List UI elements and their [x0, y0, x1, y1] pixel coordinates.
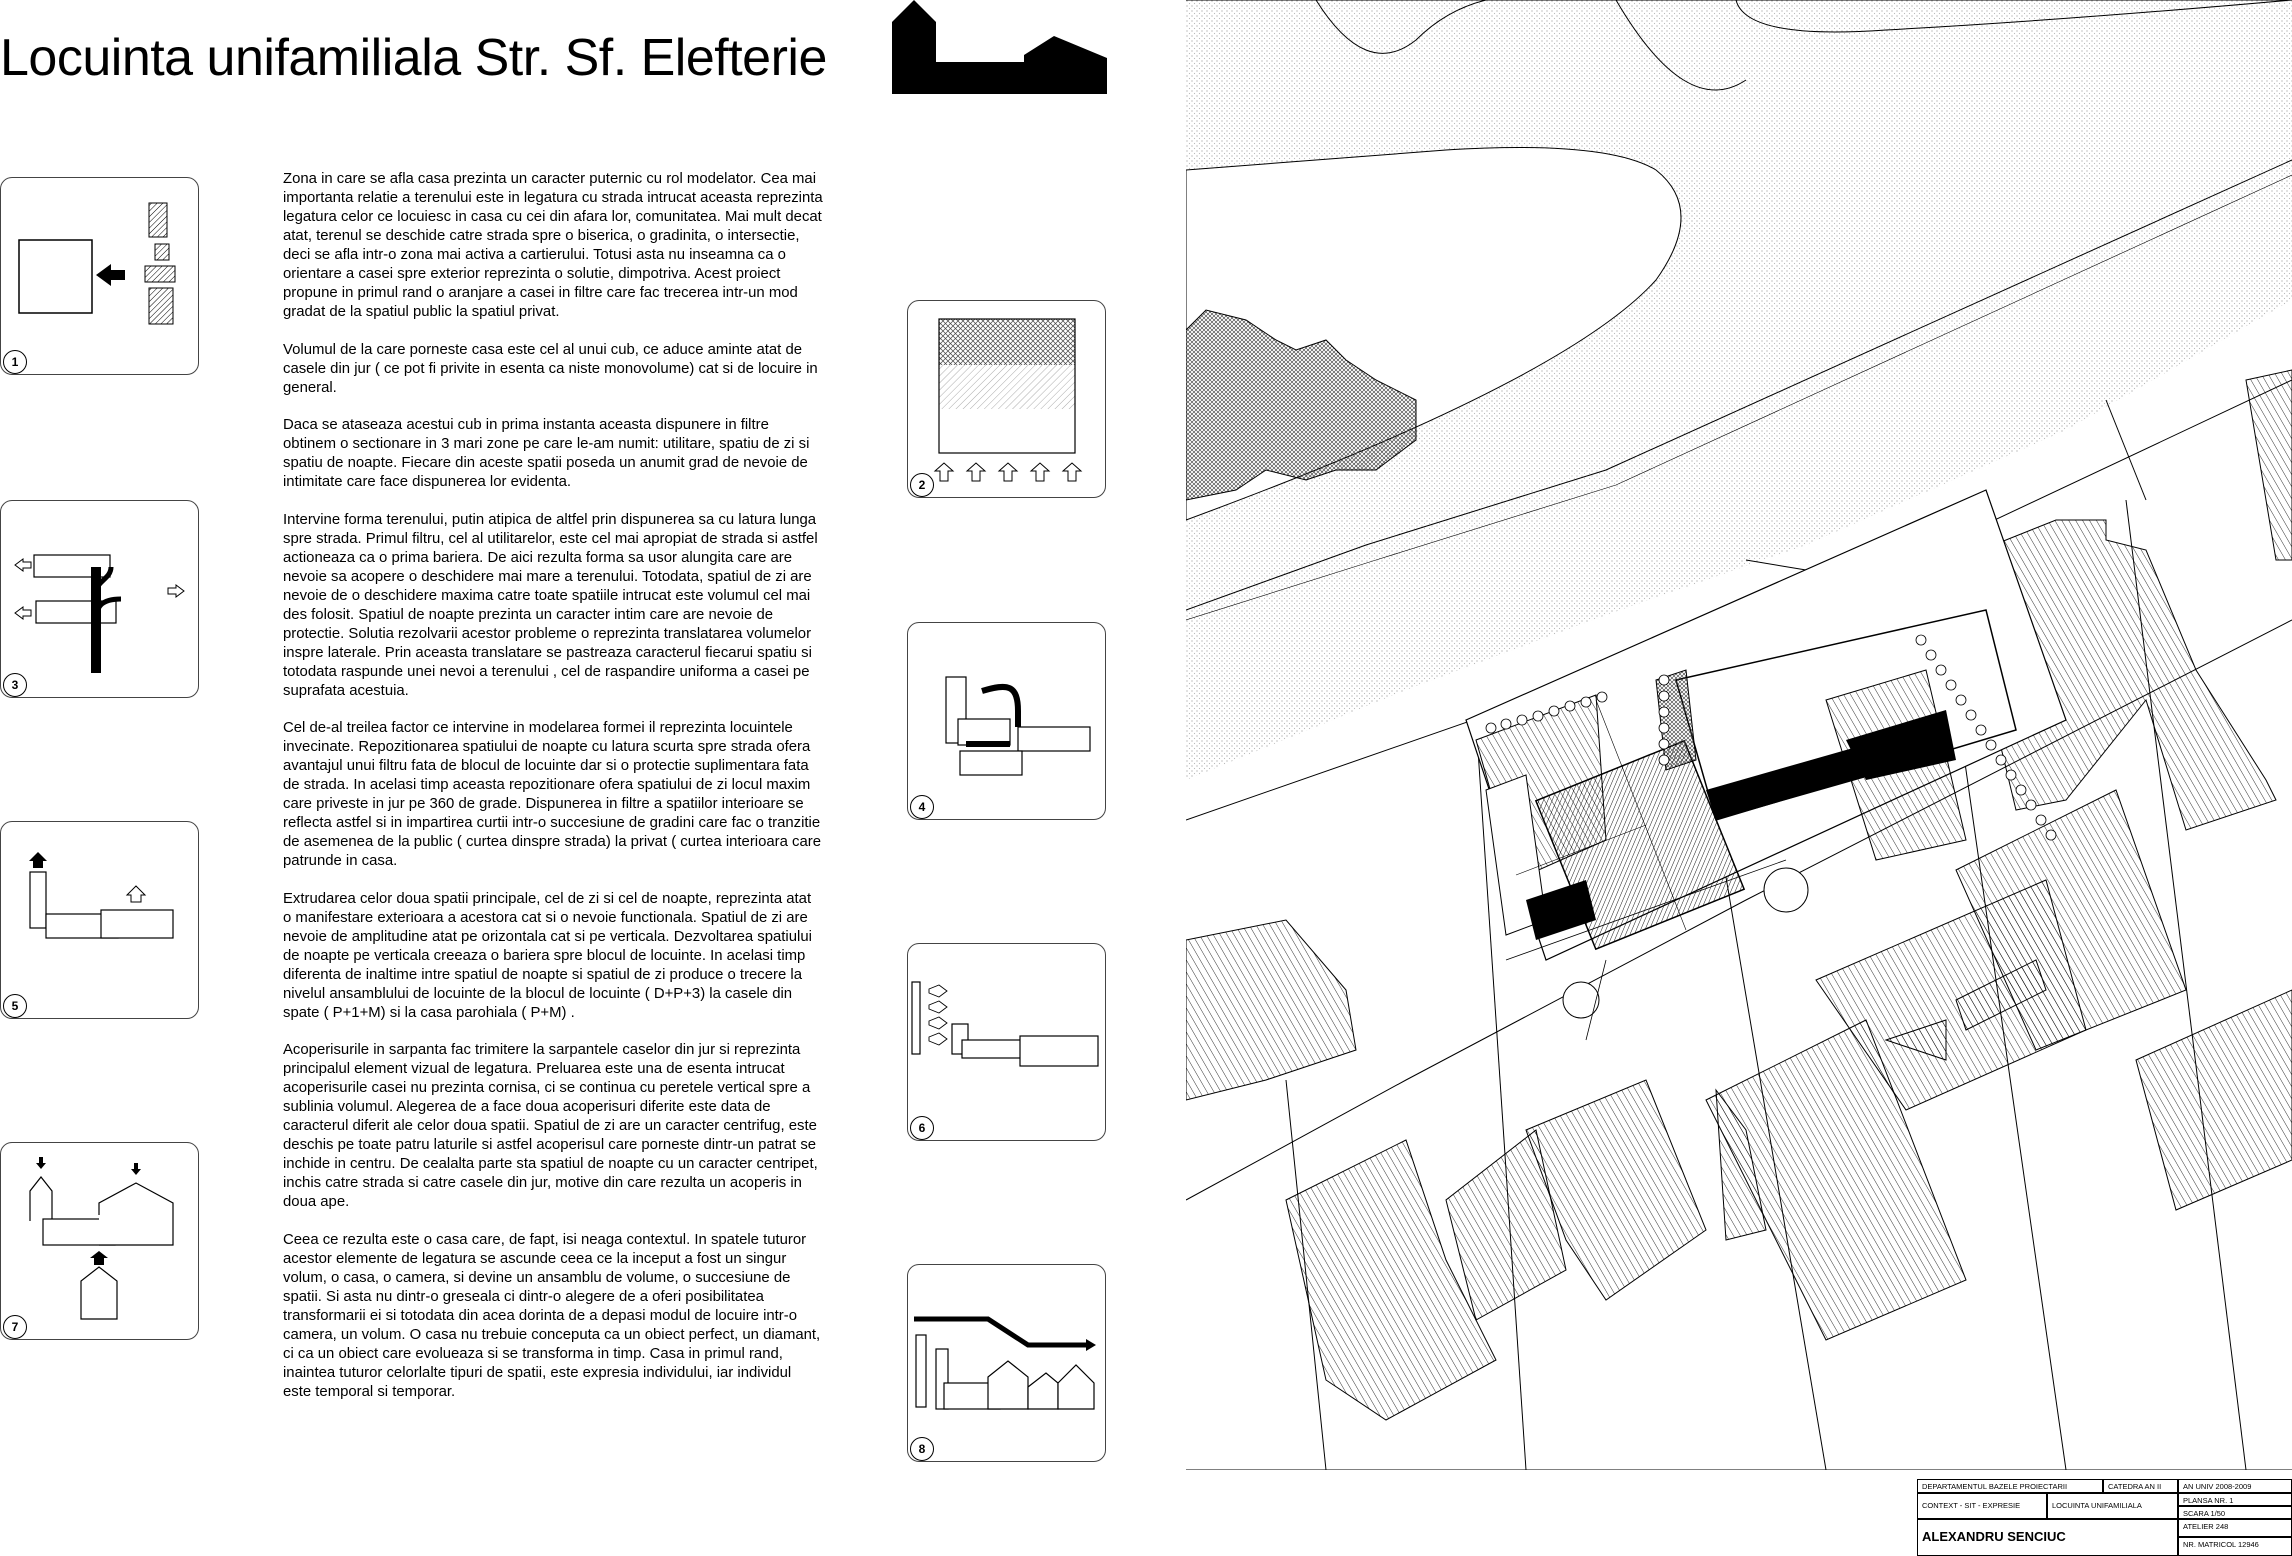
page-title: Locuinta unifamiliala Str. Sf. Elefterie [0, 29, 827, 87]
catedra-cell: CATEDRA AN II [2103, 1479, 2178, 1493]
panel-number: 2 [910, 473, 934, 497]
author-cell: ALEXANDRU SENCIUC [1917, 1519, 2178, 1556]
logo [892, 0, 1112, 95]
diagram-8-drawing [908, 1265, 1105, 1461]
paragraph: Acoperisurile in sarpanta fac trimitere la sarpantele caselor din jur si reprezinta principalul element vizual de legatura. Preluarea este una de esenta intrucat acoperisurile casei nu prezinta cornisa, ci se continua cu peretele vertical spre a sublinia volumul. Alegerea de a face doua acoperisuri diferite este data de caracterul diferit ale celor doua spatii. Spatiul de zi are un caracter centrifug, este deschis pe toate patru laturile si astfel acoperisul care porneste dintr-un patrat se inchide in centru. De cealalta parte sta spatiul de noapte cu un caracter centripet, inchis catre strada si catre casele din jur, motive din care rezulta un acoperis in doua ape. [283, 1042, 818, 1210]
diagram-panel-6 [907, 943, 1106, 1141]
title-block [1917, 1479, 2292, 1556]
an-univ-cell: AN UNIV 2008-2009 [2178, 1479, 2292, 1493]
plansa-cell: PLANSA NR. 1 [2178, 1493, 2292, 1506]
neighbour-house [1286, 1140, 1496, 1420]
project-cell: LOCUINTA UNIFAMILIALA [2047, 1493, 2178, 1519]
atelier-cell: ATELIER 248 [2178, 1519, 2292, 1537]
site-plan [1186, 0, 2292, 1470]
diagram-panel-8 [907, 1264, 1106, 1462]
panel-number: 6 [910, 1116, 934, 1140]
panel-number: 3 [3, 673, 27, 697]
paragraph: Intervine forma terenului, putin atipica de altfel prin dispunerea sa cu latura lunga spre strada. Primul filtru, cel al utilitarelor, este cel mai apropiat de strada si astfel actioneaza ca o prima bariera. De aici rezulta forma sa usor alungita care are nevoie sa acopere o deschidere mai mare a terenului. Totodata, spatiul de zi are nevoie de o deschidere maxima catre toate spatiile intrucat este volumul cel mai des folosit. Spatiul de noapte prezinta un caracter intim care are nevoie de protectie. Solutia rezolvarii acestor probleme o reprezinta translatarea volumelor inspre laterale. Prin aceasta translatare se pastreaza caracterul fiecarui spatiu si totodata raspunde unei nevoi a terenului , cel de raspandire uniforma a casei pe suprafata acestuia. [283, 511, 818, 699]
scara-cell: SCARA 1/50 [2178, 1506, 2292, 1519]
logo-shape [892, 0, 1107, 94]
diagram-6-drawing [908, 944, 1105, 1140]
paragraph: Zona in care se afla casa prezinta un caracter puternic cu rol modelator. Cea mai importanta relatie a terenului este in legatura cu strada intrucat aceasta reprezinta legatura celor ce locuiesc in casa cu cei din afara lor, comunitatea. Mai mult decat atat, terenul se deschide catre strada spre o biserica, o gradinita, o intersectie, deci se afla intr-o zona mai activa a cartierului. Totusi asta nu inseamna ca o orientare a casei spre exterior reprezinta o solutie, dimpotriva. Acest proiect propune in primul rand o aranjare a casei in filtre care fac trecerea intr-un mod gradat de la spatiul public la spatiul privat. [283, 171, 823, 320]
diagram-5-drawing [1, 822, 198, 1018]
paragraph: Ceea ce rezulta este o casa care, de fapt, isi neaga contextul. In spatele tuturor acestor elemente de legatura se ascunde ceea ce la inceput a fost un singur volum, o casa, o camera, si devine un ansamblu de volume, o succesiune de spatii. Si asta nu dintr-o greseala ci dintr-o alegere de a oferi posibilitatea transformarii ei si totodata din acea dorinta de a depasi modul de locuire intr-o camera, un volum. O casa nu trebuie conceputa ca un obiect perfect, un diamant, ci ca un obiect care evolueaza si se transforma in timp. Casa in primul rand, inaintea tuturor celorlalte tipuri de spatii, este expresia individului, iar individul este temporal si temporar. [283, 1231, 821, 1400]
department-cell: DEPARTAMENTUL BAZELE PROIECTARII [1917, 1479, 2103, 1493]
diagram-panel-7 [0, 1142, 199, 1340]
diagram-1-drawing [1, 178, 198, 374]
neighbour-house [1186, 920, 1356, 1100]
panel-number: 8 [910, 1437, 934, 1461]
panel-number: 1 [3, 350, 27, 374]
diagram-4-drawing [908, 623, 1105, 819]
description-text [283, 170, 823, 1420]
paragraph: Extrudarea celor doua spatii principale, cel de zi si cel de noapte, reprezinta atat o manifestare exterioara a acestora cat si o nevoie functionala. Spatiul de zi are nevoie de amplitudine atat pe orizontala cat si pe verticala. Dezvoltarea spatiului de noapte pe verticala creeaza o bariera spre blocul de locuinte. In acelasi timp diferenta de inaltime intre spatiul de noapte si spatiul de zi produce o trecere la nivelul ansamblului de locuinte de la blocul de locuinte ( D+P+3) la casele din spate ( P+1+M) si la casa parohiala ( P+M) . [283, 890, 812, 1021]
paragraph: Volumul de la care porneste casa este cel al unui cub, ce aduce aminte atat de casele din jur ( ce pot fi privite in esenta ca niste monovolume) cat si de locuire in general. [283, 341, 818, 396]
diagram-3-drawing [1, 501, 198, 697]
panel-number: 5 [3, 994, 27, 1018]
paragraph: Daca se ataseaza acestui cub in prima instanta aceasta dispunere in filtre obtinem o sectionare in 3 mari zone pe care le-am numit: utilitare, spatiu de zi si spatiu de noapte. Fiecare din aceste spatii poseda un anumit grad de nevoie de intimitate care face dispunerea lor evidenta. [283, 417, 810, 490]
matricol-cell: NR. MATRICOL 12946 [2178, 1537, 2292, 1556]
diagram-7-drawing [1, 1143, 198, 1339]
neighbour-house [2136, 990, 2292, 1210]
diagram-panel-2 [907, 300, 1106, 498]
diagram-panel-4 [907, 622, 1106, 820]
diagram-panel-1 [0, 177, 199, 375]
panel-number: 7 [3, 1315, 27, 1339]
panel-number: 4 [910, 795, 934, 819]
neighbour-house [2246, 370, 2292, 560]
paragraph: Cel de-al treilea factor ce intervine in modelarea formei il reprezinta locuintele invecinate. Repozitionarea spatiului de noapte cu latura scurta spre strada ofera avantajul unui filtru fata de blocul de locuinte dar si o protectie suplimentara fata de strada. In acelasi timp aceasta repozitionare ofera spatiului de zi locul maxim care priveste in jur pe 360 de grade. Dispunerea in filtre a spatiilor interioare se reflecta astfel si in impartirea curtii intr-o succesiune de gradini care fac o tranzitie de asemenea de la public ( curtea dinspre strada) la privat ( curtea interioara care patrunde in casa. [283, 720, 821, 869]
diagram-2-drawing [908, 301, 1105, 497]
diagram-panel-3 [0, 500, 199, 698]
context-cell: CONTEXT - SIT - EXPRESIE [1917, 1493, 2047, 1519]
diagram-panel-5 [0, 821, 199, 1019]
